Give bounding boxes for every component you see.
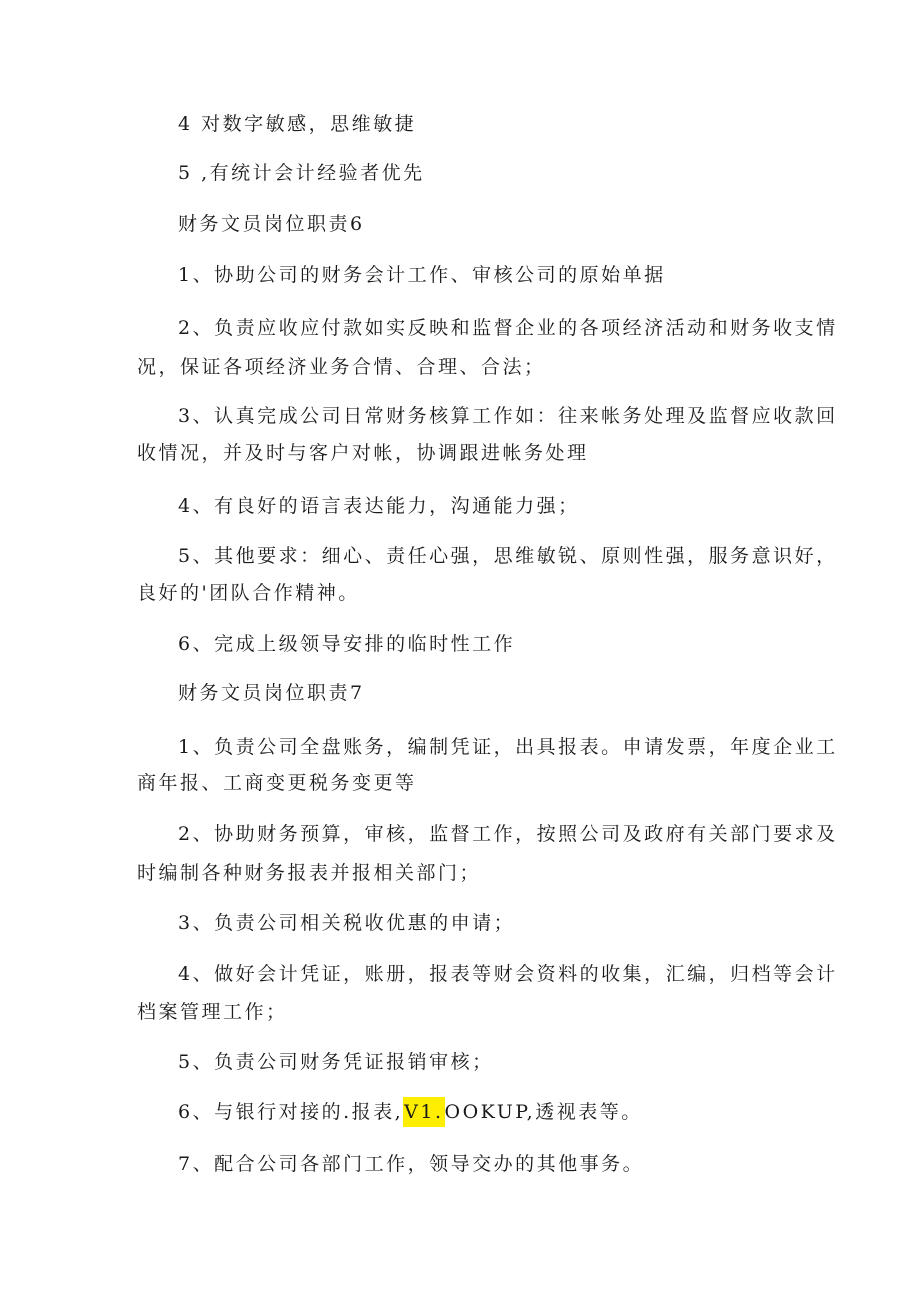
paragraph-line: 4、做好会计凭证，账册，报表等财会资料的收集，汇编，归档等会计 <box>178 963 838 985</box>
paragraph-line: 2、协助财务预算，审核，监督工作，按照公司及政府有关部门要求及 <box>178 823 838 845</box>
paragraph-line: 4 对数字敏感，思维敏捷 <box>178 113 417 135</box>
paragraph-line: 6、完成上级领导安排的临时性工作 <box>178 633 516 655</box>
paragraph-line: 3、负责公司相关税收优惠的申请； <box>178 912 516 934</box>
paragraph-line: 7、配合公司各部门工作，领导交办的其他事务。 <box>178 1153 645 1175</box>
paragraph-line: 况，保证各项经济业务合情、合理、合法； <box>137 356 546 378</box>
paragraph-line: 时编制各种财务报表并报相关部门； <box>137 862 482 884</box>
vlookup-line-after: OOKUP,透视表等。 <box>444 1101 643 1123</box>
paragraph-line: 1、负责公司全盘账务，编制凭证，出具报表。申请发票，年度企业工 <box>178 736 838 758</box>
section-heading: 财务文员岗位职责7 <box>178 682 365 704</box>
paragraph-line: 5 ,有统计会计经验者优先 <box>178 162 425 184</box>
vlookup-line <box>178 1097 643 1127</box>
vlookup-line-before: 6、与银行对接的.报表, <box>178 1101 404 1123</box>
highlighted-text: V1. <box>403 1097 444 1127</box>
paragraph-line: 1、协助公司的财务会计工作、审核公司的原始单据 <box>178 264 666 286</box>
paragraph-line: 5、负责公司财务凭证报销审核； <box>178 1051 494 1073</box>
paragraph-line: 5、其他要求：细心、责任心强，思维敏锐、原则性强，服务意识好， <box>178 545 838 567</box>
paragraph-line: 商年报、工商变更税务变更等 <box>137 772 417 794</box>
paragraph-line: 3、认真完成公司日常财务核算工作如：往来帐务处理及监督应收款回 <box>178 405 838 427</box>
paragraph-line: 4、有良好的语言表达能力，沟通能力强； <box>178 495 580 517</box>
paragraph-line: 档案管理工作； <box>137 1001 288 1023</box>
paragraph-line: 收情况，并及时与客户对帐，协调跟进帐务处理 <box>137 442 589 464</box>
paragraph-line: 良好的'团队合作精神。 <box>137 582 360 604</box>
section-heading: 财务文员岗位职责6 <box>178 213 365 235</box>
paragraph-line: 2、负责应收应付款如实反映和监督企业的各项经济活动和财务收支情 <box>178 317 838 339</box>
